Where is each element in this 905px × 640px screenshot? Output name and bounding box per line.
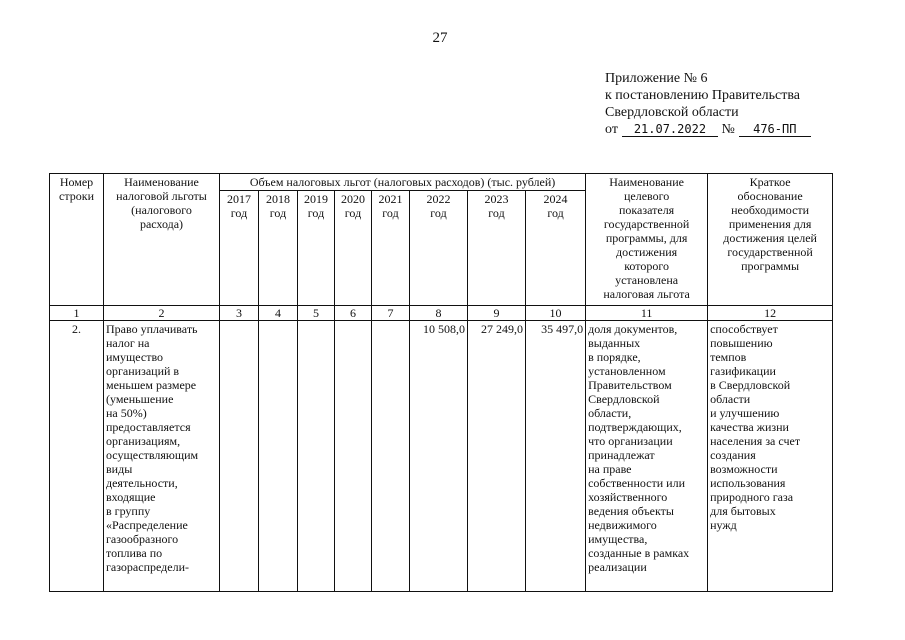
column-number: 5 — [298, 306, 335, 321]
justification: способствует повышению темпов газификации в Свердловской области и улучшению качества жизни населения за счет создания возможности использования природного газа для бытовых нужд — [708, 321, 833, 592]
value-2024: 35 497,0 — [526, 321, 586, 592]
header-year: 2020 год — [335, 191, 372, 306]
appendix-header — [605, 70, 811, 138]
from-label: от — [605, 122, 618, 137]
value-2017 — [220, 321, 259, 592]
header-row-number: Номер строки — [50, 174, 104, 306]
column-number: 8 — [410, 306, 468, 321]
value-2019 — [298, 321, 335, 592]
benefit-name: Право уплачивать налог на имущество организаций в меньшем размере (уменьшение на 50%) предоставляется организациям, осуществляющим виды деятельности, входящие в группу «Распределение газообразного топлива по газораспредели- — [104, 321, 220, 592]
appendix-line-2: к постановлению Правительства — [605, 88, 801, 103]
resolution-reference — [605, 121, 811, 138]
tax-benefits-table — [49, 173, 833, 592]
value-2022: 10 508,0 — [410, 321, 468, 592]
header-year: 2021 год — [372, 191, 410, 306]
header-year: 2022 год — [410, 191, 468, 306]
table-row — [50, 321, 833, 592]
appendix-line-3: Свердловской области — [605, 105, 739, 120]
value-2020 — [335, 321, 372, 592]
number-label: № — [721, 122, 735, 137]
header-year: 2019 год — [298, 191, 335, 306]
column-number: 2 — [104, 306, 220, 321]
header-row-1 — [50, 174, 833, 191]
value-2018 — [259, 321, 298, 592]
header-target-indicator: Наименование целевого показателя государственной программы, для достижения которого установлена налоговая льгота — [586, 174, 708, 306]
resolution-number: 476-ПП — [739, 122, 811, 137]
column-number: 11 — [586, 306, 708, 321]
row-number: 2. — [50, 321, 104, 592]
column-number: 3 — [220, 306, 259, 321]
column-number: 4 — [259, 306, 298, 321]
header-year: 2018 год — [259, 191, 298, 306]
header-volume-group: Объем налоговых льгот (налоговых расходов) (тыс. рублей) — [220, 174, 586, 191]
header-justification: Краткое обоснование необходимости применения для достижения целей государственной программы — [708, 174, 833, 306]
header-year: 2024 год — [526, 191, 586, 306]
column-number: 1 — [50, 306, 104, 321]
column-number: 7 — [372, 306, 410, 321]
page-number: 27 — [432, 30, 448, 46]
appendix-title: Приложение № 6 — [605, 71, 708, 86]
target-indicator: доля документов, выданных в порядке, установленном Правительством Свердловской области, подтверждающих, что организации принадлежат на праве собственности или хозяйственного ведения объекты недвижимого имущества, созданные в рамках реализации — [586, 321, 708, 592]
header-year: 2017 год — [220, 191, 259, 306]
value-2023: 27 249,0 — [468, 321, 526, 592]
column-number: 6 — [335, 306, 372, 321]
column-number: 10 — [526, 306, 586, 321]
column-number: 12 — [708, 306, 833, 321]
column-number: 9 — [468, 306, 526, 321]
value-2021 — [372, 321, 410, 592]
resolution-date: 21.07.2022 — [622, 122, 718, 137]
header-year: 2023 год — [468, 191, 526, 306]
column-numbers-row — [50, 306, 833, 321]
header-benefit-name: Наименование налоговой льготы (налогового расхода) — [104, 174, 220, 306]
